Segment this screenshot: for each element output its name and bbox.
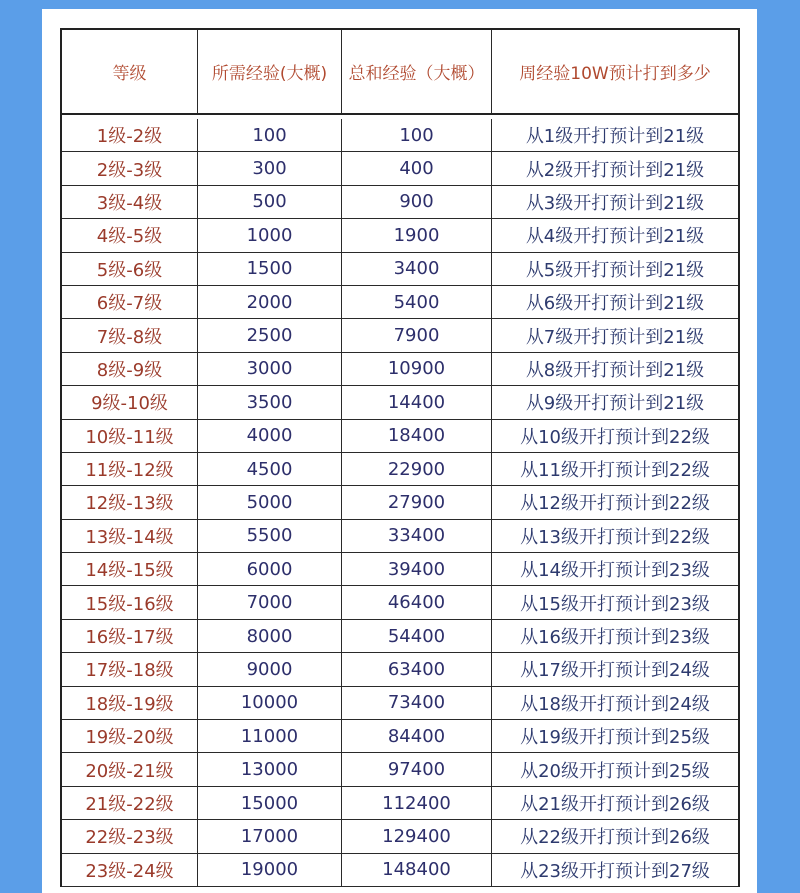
total-exp-cell: 100 [342, 119, 492, 151]
level-cell: 13级-14级 [62, 520, 198, 552]
weekly-estimate-cell: 从4级开打预计到21级 [525, 226, 705, 248]
table-row [62, 420, 738, 453]
table-row [62, 687, 738, 720]
required-exp-cell: 2500 [198, 319, 342, 351]
total-exp-cell: 73400 [342, 687, 492, 719]
table-row [62, 720, 738, 753]
weekly-estimate-cell: 从6级开打预计到21级 [525, 293, 705, 315]
total-exp-cell: 3400 [342, 253, 492, 285]
table-row [62, 553, 738, 586]
total-exp-cell: 1900 [342, 219, 492, 251]
total-exp-cell: 129400 [342, 820, 492, 852]
required-exp-cell: 17000 [198, 820, 342, 852]
table-row [62, 119, 738, 152]
total-exp-cell: 84400 [342, 720, 492, 752]
required-exp-cell: 9000 [198, 653, 342, 685]
required-exp-cell: 8000 [198, 620, 342, 652]
total-exp-cell: 5400 [342, 286, 492, 318]
required-exp-cell: 3000 [198, 353, 342, 385]
required-exp-cell: 3500 [198, 386, 342, 418]
level-cell: 19级-20级 [62, 720, 198, 752]
total-exp-cell: 112400 [342, 787, 492, 819]
header-level: 等级 [62, 30, 198, 113]
table-row [62, 787, 738, 820]
table-row [62, 520, 738, 553]
weekly-estimate-cell: 从11级开打预计到22级 [520, 460, 710, 482]
total-exp-cell: 63400 [342, 653, 492, 685]
weekly-estimate-cell: 从8级开打预计到21级 [525, 359, 705, 381]
total-exp-cell: 39400 [342, 553, 492, 585]
header-total-exp: 总和经验（大概） [342, 30, 492, 113]
table-row [62, 620, 738, 653]
level-cell: 14级-15级 [62, 553, 198, 585]
level-cell: 20级-21级 [62, 753, 198, 785]
right-frame-bar [757, 0, 800, 893]
total-exp-cell: 54400 [342, 620, 492, 652]
weekly-estimate-cell: 从14级开打预计到23级 [520, 560, 710, 582]
level-cell: 23级-24级 [62, 854, 198, 886]
required-exp-cell: 19000 [198, 854, 342, 886]
level-cell: 18级-19级 [62, 687, 198, 719]
required-exp-cell: 2000 [198, 286, 342, 318]
required-exp-cell: 1500 [198, 253, 342, 285]
level-cell: 8级-9级 [62, 353, 198, 385]
weekly-estimate-cell: 从10级开打预计到22级 [520, 426, 710, 448]
required-exp-cell: 11000 [198, 720, 342, 752]
required-exp-cell: 10000 [198, 687, 342, 719]
weekly-estimate-cell: 从21级开打预计到26级 [520, 794, 710, 815]
required-exp-cell: 300 [198, 152, 342, 184]
level-cell: 3级-4级 [62, 186, 198, 218]
level-cell: 16级-17级 [62, 620, 198, 652]
total-exp-cell: 22900 [342, 453, 492, 485]
table-row [62, 453, 738, 486]
level-cell: 10级-11级 [62, 420, 198, 452]
table-row [62, 286, 738, 319]
level-cell: 2级-3级 [62, 152, 198, 184]
required-exp-cell: 13000 [198, 753, 342, 785]
header-required-exp: 所需经验(大概) [198, 30, 342, 113]
table-row [62, 854, 738, 887]
required-exp-cell: 4500 [198, 453, 342, 485]
total-exp-cell: 46400 [342, 586, 492, 618]
required-exp-cell: 6000 [198, 553, 342, 585]
level-cell: 7级-8级 [62, 319, 198, 351]
weekly-estimate-cell: 从16级开打预计到23级 [520, 627, 710, 649]
table-row [62, 353, 738, 386]
table-row [62, 820, 738, 853]
level-cell: 4级-5级 [62, 219, 198, 251]
table-row [62, 152, 738, 185]
level-cell: 21级-22级 [62, 787, 198, 819]
header-weekly-estimate: 周经验10W预计打到多少 [519, 64, 711, 84]
level-cell: 17级-18级 [62, 653, 198, 685]
total-exp-cell: 27900 [342, 486, 492, 518]
total-exp-cell: 148400 [342, 854, 492, 886]
required-exp-cell: 5000 [198, 486, 342, 518]
weekly-estimate-cell: 从20级开打预计到25级 [520, 760, 710, 782]
level-cell: 5级-6级 [62, 253, 198, 285]
table-row [62, 386, 738, 419]
weekly-estimate-cell: 从5级开打预计到21级 [525, 259, 705, 281]
total-exp-cell: 7900 [342, 319, 492, 351]
top-frame-bar [0, 0, 800, 9]
table-row [62, 319, 738, 352]
weekly-estimate-cell: 从19级开打预计到25级 [520, 727, 710, 749]
level-cell: 6级-7级 [62, 286, 198, 318]
weekly-estimate-cell: 从22级开打预计到26级 [520, 827, 710, 849]
table-row [62, 486, 738, 519]
weekly-estimate-cell: 从9级开打预计到21级 [525, 393, 705, 415]
weekly-estimate-cell: 从7级开打预计到21级 [525, 326, 705, 348]
required-exp-cell: 7000 [198, 586, 342, 618]
total-exp-cell: 400 [342, 152, 492, 184]
weekly-estimate-cell: 从3级开打预计到21级 [525, 192, 705, 214]
weekly-estimate-cell: 从12级开打预计到22级 [520, 493, 710, 515]
weekly-estimate-cell: 从17级开打预计到24级 [520, 660, 710, 682]
level-cell: 1级-2级 [62, 119, 198, 151]
weekly-estimate-cell: 从2级开打预计到21级 [525, 159, 705, 181]
required-exp-cell: 500 [198, 186, 342, 218]
table-row [62, 186, 738, 219]
table-row [62, 586, 738, 619]
table-header-row [62, 30, 738, 115]
table-row [62, 219, 738, 252]
level-cell: 15级-16级 [62, 586, 198, 618]
level-cell: 9级-10级 [62, 386, 198, 418]
weekly-estimate-cell: 从23级开打预计到27级 [520, 860, 710, 882]
table-row [62, 253, 738, 286]
total-exp-cell: 10900 [342, 353, 492, 385]
required-exp-cell: 1000 [198, 219, 342, 251]
total-exp-cell: 18400 [342, 420, 492, 452]
table-row [62, 753, 738, 786]
weekly-estimate-cell: 从1级开打预计到21级 [525, 126, 705, 148]
total-exp-cell: 33400 [342, 520, 492, 552]
required-exp-cell: 4000 [198, 420, 342, 452]
table-row [62, 653, 738, 686]
weekly-estimate-cell: 从15级开打预计到23级 [520, 593, 710, 615]
level-cell: 11级-12级 [62, 453, 198, 485]
required-exp-cell: 15000 [198, 787, 342, 819]
total-exp-cell: 900 [342, 186, 492, 218]
required-exp-cell: 5500 [198, 520, 342, 552]
total-exp-cell: 14400 [342, 386, 492, 418]
required-exp-cell: 100 [198, 119, 342, 151]
weekly-estimate-cell: 从18级开打预计到24级 [520, 693, 710, 715]
total-exp-cell: 97400 [342, 753, 492, 785]
level-cell: 22级-23级 [62, 820, 198, 852]
left-frame-bar [0, 0, 42, 893]
level-cell: 12级-13级 [62, 486, 198, 518]
weekly-estimate-cell: 从13级开打预计到22级 [520, 526, 710, 548]
level-experience-table [60, 28, 740, 887]
